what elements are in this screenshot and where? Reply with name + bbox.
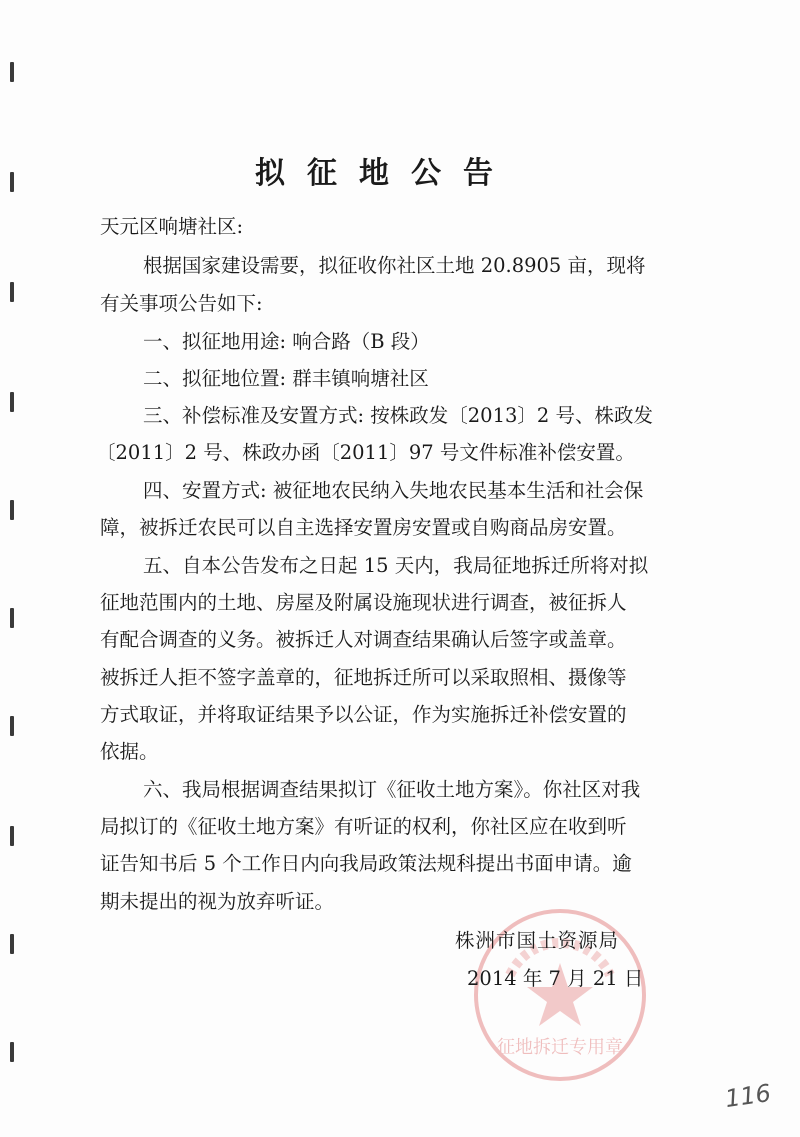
body-line: 依据。 bbox=[100, 740, 159, 763]
seal-text: 征地拆迁专用章 bbox=[497, 1037, 623, 1058]
body-line: 根据国家建设需要，拟征收你社区土地 20.8905 亩，现将 bbox=[143, 254, 646, 277]
binding-mark bbox=[10, 282, 14, 302]
body-line: 一、拟征地用途: 响合路（B 段） bbox=[143, 330, 430, 353]
body-line: 征地范围内的土地、房屋及附属设施现状进行调查，被征拆人 bbox=[100, 591, 627, 614]
binding-mark bbox=[10, 826, 14, 846]
binding-mark bbox=[10, 716, 14, 736]
binding-mark bbox=[10, 934, 14, 954]
body-line: 被拆迁人拒不签字盖章的，征地拆迁所可以采取照相、摄像等 bbox=[100, 666, 627, 689]
body-line: 局拟订的《征收土地方案》有听证的权利，你社区应在收到听 bbox=[100, 815, 627, 838]
issue-date: 2014 年 7 月 21 日 bbox=[467, 967, 644, 990]
body-line: 〔2011〕2 号、株政办函〔2011〕97 号文件标准补偿安置。 bbox=[96, 441, 635, 464]
body-line: 四、安置方式: 被征地农民纳入失地农民基本生活和社会保 bbox=[143, 479, 644, 502]
binding-mark bbox=[10, 608, 14, 628]
binding-mark bbox=[10, 500, 14, 520]
issuing-organization: 株洲市国土资源局 bbox=[455, 929, 620, 952]
body-line: 证告知书后 5 个工作日内向我局政策法规科提出书面申请。逾 bbox=[100, 852, 632, 875]
body-line: 期未提出的视为放弃听证。 bbox=[100, 890, 335, 913]
binding-mark bbox=[10, 392, 14, 412]
binding-mark bbox=[10, 1042, 14, 1062]
notice-title: 拟征地公告 bbox=[255, 156, 515, 192]
body-line: 二、拟征地位置: 群丰镇响塘社区 bbox=[143, 367, 429, 390]
body-line: 三、补偿标准及安置方式: 按株政发〔2013〕2 号、株政发 bbox=[143, 404, 653, 427]
body-line: 有关事项公告如下: bbox=[100, 292, 263, 315]
binding-mark bbox=[10, 62, 14, 82]
body-line: 障，被拆迁农民可以自主选择安置房安置或自购商品房安置。 bbox=[100, 516, 627, 539]
handwritten-page-number: 116 bbox=[723, 1078, 773, 1114]
body-line: 五、自本公告发布之日起 15 天内，我局征地拆迁所将对拟 bbox=[143, 554, 649, 577]
body-line: 六、我局根据调查结果拟订《征收土地方案》。你社区对我 bbox=[143, 778, 641, 801]
body-line: 方式取证，并将取证结果予以公证，作为实施拆迁补偿安置的 bbox=[100, 703, 627, 726]
addressee: 天元区响塘社区: bbox=[100, 215, 244, 238]
body-line: 有配合调查的义务。被拆迁人对调查结果确认后签字或盖章。 bbox=[100, 628, 627, 651]
